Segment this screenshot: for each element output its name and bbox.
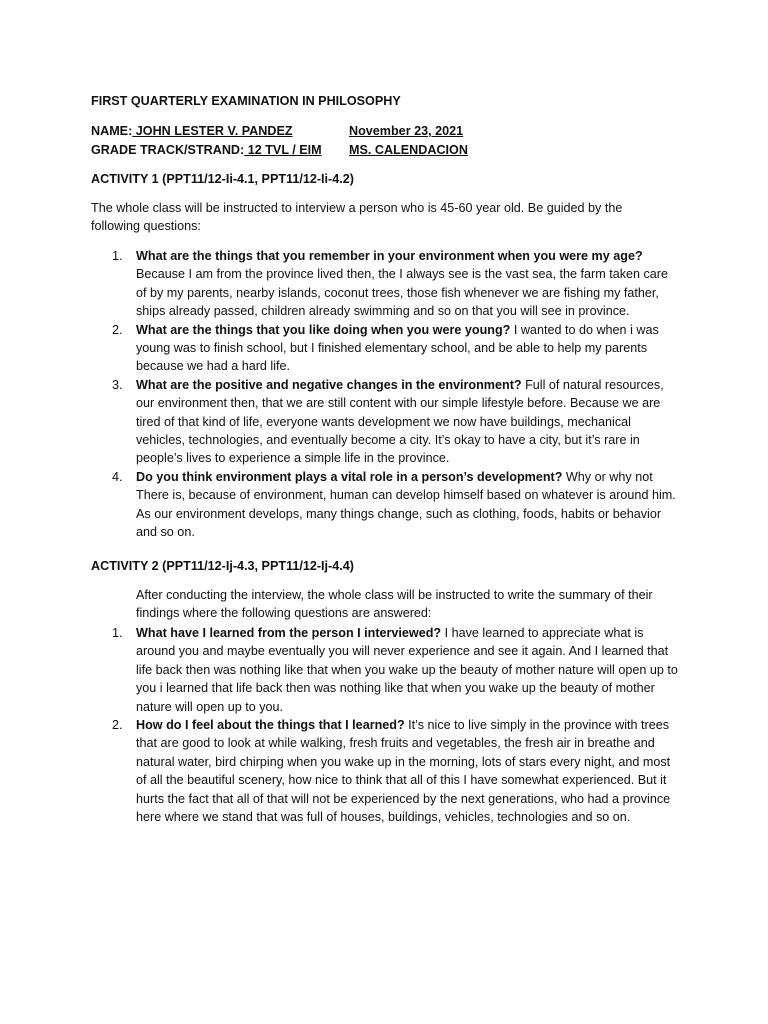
list-item bbox=[91, 321, 681, 376]
name-value: JOHN LESTER V. PANDEZ bbox=[132, 124, 293, 138]
grade-value: 12 TVL / EIM bbox=[244, 142, 322, 157]
list-item bbox=[91, 247, 681, 321]
grade-label: GRADE TRACK/STRAND: bbox=[91, 142, 245, 157]
grade-row bbox=[91, 141, 511, 160]
activity1-intro: The whole class will be instructed to interview a person who is 45-60 year old. Be guided by the following questions: bbox=[91, 201, 623, 234]
exam-date: November 23, 2021 bbox=[349, 124, 464, 138]
item-number: 2. bbox=[112, 718, 123, 733]
item-number: 4. bbox=[112, 469, 123, 484]
item-number: 1. bbox=[112, 249, 123, 263]
name-row bbox=[91, 122, 511, 141]
document-title: FIRST QUARTERLY EXAMINATION IN PHILOSOPHY bbox=[91, 94, 401, 108]
list-item bbox=[91, 624, 681, 716]
item-number: 1. bbox=[112, 626, 123, 640]
question-text: What have I learned from the person I interviewed? bbox=[136, 626, 442, 640]
question-text: What are the things that you like doing when you were young? bbox=[136, 322, 511, 337]
answer-text: I have learned to appreciate what is around you and maybe eventually you will never experience and see it again. And I learned that life back then was nothing like that when you wake up the beauty of mother nature will open up to you i learned that life back then was nothing like that when you wake up the beauty of mother nature will open up to you. bbox=[136, 626, 678, 714]
student-header bbox=[91, 122, 511, 159]
activity2-question-list bbox=[91, 624, 681, 826]
activity1-question-list bbox=[91, 247, 681, 542]
item-number: 3. bbox=[112, 377, 123, 392]
list-item bbox=[91, 468, 681, 542]
activity2-title: ACTIVITY 2 (PPT11/12-Ij-4.3, PPT11/12-Ij-4.4) bbox=[91, 559, 354, 573]
teacher-name: MS. CALENDACION bbox=[349, 142, 468, 157]
question-text: What are the positive and negative changes in the environment? bbox=[136, 377, 522, 392]
answer-text: Why or why not There is, because of environment, human can develop himself based on whatever is around him. As our environment develops, many things change, such as clothing, foods, habits or behavior and so on. bbox=[136, 469, 676, 540]
item-number: 2. bbox=[112, 322, 123, 337]
list-item bbox=[91, 376, 681, 468]
activity1-title: ACTIVITY 1 (PPT11/12-Ii-4.1, PPT11/12-Ii-4.2) bbox=[91, 172, 354, 186]
question-text: Do you think environment plays a vital role in a person’s development? bbox=[136, 469, 563, 484]
activity2-intro: After conducting the interview, the whole class will be instructed to write the summary of their findings where the following questions are answered: bbox=[136, 588, 653, 621]
name-label: NAME: bbox=[91, 124, 133, 138]
list-item bbox=[91, 716, 681, 826]
answer-text: Full of natural resources, our environment then, that we are still content with our simple lifestyle before. Because we are tired of that kind of life, everyone wants development we now have buildings, mechanical vehicles, technologies, and eventually become a city. It’s okay to have a city, but it’s rare in people’s lives to experience a simple life in the province. bbox=[136, 377, 664, 466]
answer-text: It’s nice to live simply in the province with trees that are good to look at while walking, fresh fruits and vegetables, the fresh air in breathe and natural water, bird chirping when you wake up in the morning, lots of stars every night, and most of all the beautiful scenery, how nice to think that all of this I have somewhat experienced. But it hurts the fact that all of that will not be experienced by the next generations, who had a province here where we stand that was full of houses, buildings, vehicles, technologies and so on. bbox=[136, 718, 671, 825]
answer-text: I wanted to do when i was young was to finish school, but I finished elementary school, and be able to help my parents because we had a hard life. bbox=[136, 322, 659, 374]
question-text: What are the things that you remember in your environment when you were my age? bbox=[136, 249, 643, 263]
answer-text: Because I am from the province lived then, the I always see is the vast sea, the farm taken care of by my parents, nearby islands, coconut trees, those fish whenever we are fishing my father, ships already passed, children already swimming and so on that you will see in province. bbox=[136, 267, 668, 319]
question-text: How do I feel about the things that I learned? bbox=[136, 718, 405, 733]
